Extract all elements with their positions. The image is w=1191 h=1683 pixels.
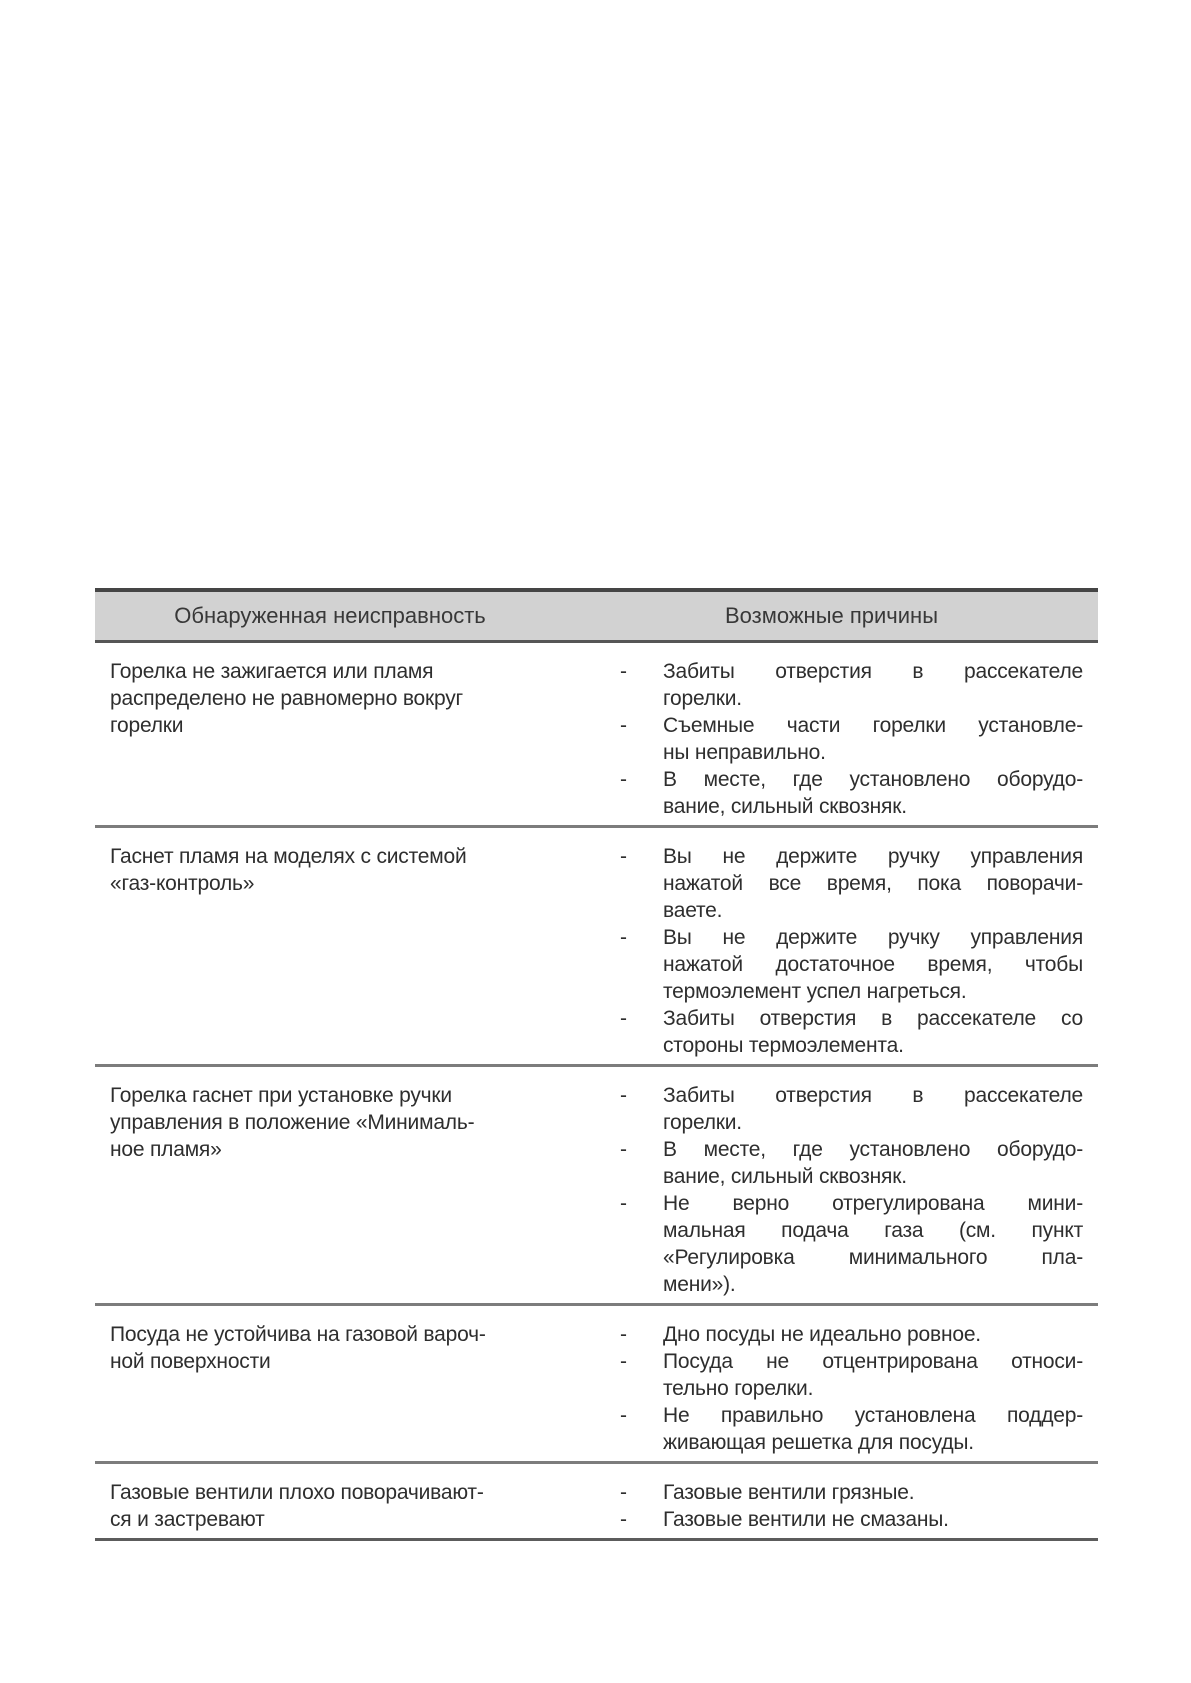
cause-text-line: термоэлемент успел нагреться.: [663, 980, 967, 1003]
causes-cell: [565, 658, 1098, 820]
cause-text-line: «Регулировка минимального пла-: [663, 1246, 1083, 1269]
cause-item: [565, 712, 1083, 766]
cause-text-line: Съемные части горелки установле-: [663, 714, 1083, 737]
cause-text-line: ваете.: [663, 899, 723, 922]
cause-text-line: Забиты отверстия в рассекателе: [663, 660, 1083, 683]
bullet-dash: -: [620, 845, 627, 868]
cause-text-line: В месте, где установлено оборудо-: [663, 1138, 1083, 1161]
causes-cell: [565, 843, 1098, 1059]
cause-text: [663, 1136, 1083, 1190]
causes-cell: [565, 1321, 1098, 1456]
cause-item: [565, 766, 1083, 820]
table-row: [95, 643, 1098, 828]
fault-cell: [95, 1479, 565, 1533]
fault-text-line: Газовые вентили плохо поворачивают-: [110, 1481, 484, 1504]
bullet-dash: -: [620, 660, 627, 683]
troubleshooting-table: [95, 588, 1098, 1541]
cause-text-line: Не верно отрегулирована мини-: [663, 1192, 1083, 1215]
cause-text: [663, 1005, 1083, 1059]
cause-text: [663, 1479, 1083, 1506]
cause-item: [565, 1321, 1083, 1348]
table-row: [95, 1464, 1098, 1541]
cause-text-line: нажатой все время, пока поворачи-: [663, 872, 1083, 895]
fault-cell: [95, 843, 565, 1059]
bullet-dash: -: [620, 1323, 627, 1346]
cause-item: [565, 658, 1083, 712]
column-header-fault: Обнаруженная неисправность: [174, 603, 486, 628]
fault-text-line: ся и застревают: [110, 1508, 265, 1531]
bullet-dash: -: [620, 1404, 627, 1427]
cause-text: [663, 843, 1083, 924]
bullet-dash: -: [620, 1350, 627, 1373]
cause-item: [565, 1005, 1083, 1059]
cause-text: [663, 1190, 1083, 1298]
cause-text-line: Вы не держите ручку управления: [663, 845, 1083, 868]
bullet-dash: -: [620, 768, 627, 791]
cause-item: [565, 1136, 1083, 1190]
table-row: [95, 1067, 1098, 1306]
cause-text: [663, 658, 1083, 712]
fault-text-line: Горелка гаснет при установке ручки: [110, 1084, 452, 1107]
column-header-causes: Возможные причины: [724, 603, 939, 628]
cause-text: [663, 766, 1083, 820]
fault-cell: [95, 1082, 565, 1298]
cause-text: [663, 1348, 1083, 1402]
fault-text-line: управления в положение «Минималь-: [110, 1111, 475, 1134]
causes-cell: [565, 1479, 1098, 1533]
cause-text-line: мени»).: [663, 1273, 736, 1296]
fault-text-line: ное пламя»: [110, 1138, 222, 1161]
cause-text-line: горелки.: [663, 1111, 742, 1134]
cause-text-line: Посуда не отцентрирована относи-: [663, 1350, 1083, 1373]
bullet-dash: -: [620, 1138, 627, 1161]
cause-text-line: стороны термоэлемента.: [663, 1034, 904, 1057]
fault-text-line: распределено не равномерно вокруг: [110, 687, 464, 710]
causes-cell: [565, 1082, 1098, 1298]
cause-text-line: Забиты отверстия в рассекателе со: [663, 1007, 1083, 1030]
fault-text-line: Посуда не устойчива на газовой вароч-: [110, 1323, 486, 1346]
cause-text-line: тельно горелки.: [663, 1377, 814, 1400]
bullet-dash: -: [620, 1007, 627, 1030]
cause-item: [565, 1479, 1083, 1506]
bullet-dash: -: [620, 1508, 627, 1531]
bullet-dash: -: [620, 926, 627, 949]
bullet-dash: -: [620, 714, 627, 737]
cause-text-line: Газовые вентили грязные.: [663, 1481, 915, 1504]
fault-cell: [95, 1321, 565, 1456]
cause-text-line: В месте, где установлено оборудо-: [663, 768, 1083, 791]
fault-cell: [95, 658, 565, 820]
fault-text-line: горелки: [110, 714, 184, 737]
bullet-dash: -: [620, 1084, 627, 1107]
cause-text: [663, 1321, 1083, 1348]
cause-item: [565, 843, 1083, 924]
cause-text-line: Вы не держите ручку управления: [663, 926, 1083, 949]
cause-item: [565, 1402, 1083, 1456]
table-row: [95, 1306, 1098, 1464]
table-header-row: [95, 588, 1098, 643]
fault-text-line: Гаснет пламя на моделях с системой: [110, 845, 467, 868]
cause-item: [565, 1348, 1083, 1402]
cause-text: [663, 1402, 1083, 1456]
cause-text-line: нажатой достаточное время, чтобы: [663, 953, 1083, 976]
bullet-dash: -: [620, 1481, 627, 1504]
table-body: [95, 643, 1098, 1541]
bullet-dash: -: [620, 1192, 627, 1215]
fault-text-line: «газ-контроль»: [110, 872, 255, 895]
cause-text-line: мальная подача газа (см. пункт: [663, 1219, 1083, 1242]
cause-text: [663, 1082, 1083, 1136]
cause-text: [663, 1506, 1083, 1533]
cause-text-line: Дно посуды не идеально ровное.: [663, 1323, 981, 1346]
cause-text: [663, 712, 1083, 766]
cause-item: [565, 1190, 1083, 1298]
cause-text-line: Газовые вентили не смазаны.: [663, 1508, 949, 1531]
fault-text-line: ной поверхности: [110, 1350, 271, 1373]
cause-item: [565, 924, 1083, 1005]
cause-text-line: вание, сильный сквозняк.: [663, 1165, 907, 1188]
fault-text-line: Горелка не зажигается или пламя: [110, 660, 434, 683]
cause-text-line: Не правильно установлена поддер-: [663, 1404, 1083, 1427]
cause-item: [565, 1082, 1083, 1136]
cause-text-line: живающая решетка для посуды.: [663, 1431, 974, 1454]
cause-text-line: ны неправильно.: [663, 741, 826, 764]
cause-text: [663, 924, 1083, 1005]
cause-text-line: горелки.: [663, 687, 742, 710]
cause-text-line: Забиты отверстия в рассекателе: [663, 1084, 1083, 1107]
cause-text-line: вание, сильный сквозняк.: [663, 795, 907, 818]
table-row: [95, 828, 1098, 1067]
cause-item: [565, 1506, 1083, 1533]
